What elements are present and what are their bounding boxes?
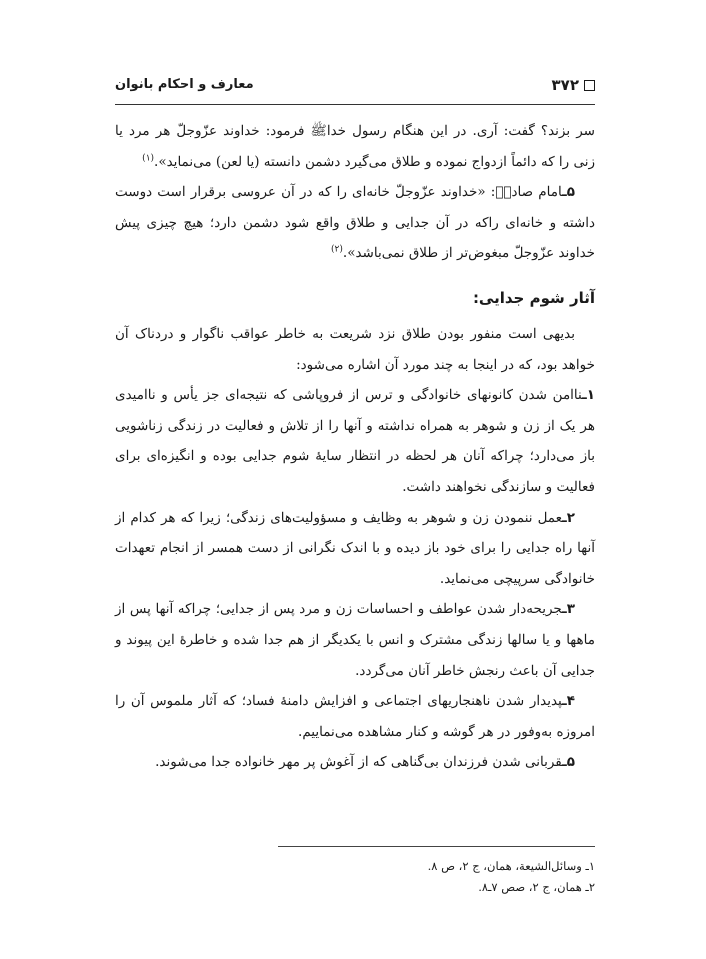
paragraph-2: ۵ـامام صادقؑ: «خداوند عزّوجلّ خانه‌ای را که در آن عروسی برقرار است دوست داشته و خانه‌ای راکه در آن جدایی و طلاق واقع شود دشمن دارد؛ هیچ چیزی پیش خداوند عزّوجلّ مبغوض‌تر از طلاق نمی‌باشد».$^{(۲)}$ [115,184,595,262]
list-item-1: ۱ـناامن شدن کانونهای خانوادگی و ترس از فروپاشی که نتیجه‌ای جز یأس و ناامیدی هر یک از زن و شوهر به همراه نداشته و آنها را از تلاش و فعالیت در زندگی زناشویی باز می‌دارد؛ چراکه آنان هر لحظه در انتظار سایهٔ شوم جدایی بوده و انگیزه‌ای برای فعالیت و سازندگی نخواهند داشت. [115,387,595,495]
footnote-ref-2[interactable]: (۲) [331,244,343,255]
footnote-2: ۲ـ همان، ج ۲، صص ۷ـ۸. [478,880,595,894]
page-number [552,76,595,94]
item-number: ۵ـ [562,754,575,771]
list-item-5: ۵ـقربانی شدن فرزندان بی‌گناهی که از آغوش پر مهر خانواده جدا می‌شوند. [155,754,575,771]
square-bullet-icon [584,80,595,91]
section-heading: آثار شوم جدایی: [472,288,595,307]
list-item-4: ۴ـپدیدار شدن ناهنجاریهای اجتماعی و افزایش دامنهٔ فساد؛ که آثار ملموس آن را امروزه به‌وفور در هر گوشه و کنار مشاهده می‌نماییم. [115,693,595,740]
book-title: معارف و احکام بانوان [115,77,254,92]
header-divider [115,104,595,105]
list-item-2: ۲ـعمل ننمودن زن و شوهر به وظایف و مسؤولیت‌های زندگی؛ زیرا که هر کدام از آنها راه جدایی را برای خود باز دیده و با اندک نگرانی از دست همسر از انجام تعهدات خانوادگی سرپیچی می‌نماید. [115,509,595,587]
item-number: ۵ـ [562,184,575,201]
item-number: ۳ـ [562,601,575,618]
paragraph-3: بدیهی است منفور بودن طلاق نزد شریعت به خاطر عواقب ناگوار و دردناک آن خواهد بود، که در اینجا به چند مورد آن اشاره می‌شود: [115,325,595,373]
item-number: ۴ـ [562,693,575,710]
list-item-3: ۳ـجریحه‌دار شدن عواطف و احساسات زن و مرد پس از جدایی؛ چراکه آنها پس از ماهها و یا سالها زندگی مشترک و انس با یکدیگر از هم جدا شده و خاطرهٔ این پیوند و جدایی آن باعث رنجش خاطر آنان می‌گردد. [115,601,595,679]
item-number: ۱ـ [582,387,595,404]
paragraph-1: سر بزند؟ گفت: آری. در این هنگام رسول خداﷺ فرمود: خداوند عزّوجلّ هر مرد یا زنی را که دائماً ازدواج نموده و طلاق می‌گیرد دشمن دانسته (یا لعن) می‌نماید».$^{(۱)}$ [115,123,595,170]
footnote-1: ۱ـ وسائل‌الشیعة، همان، ج ۲، ص ۸. [427,859,595,873]
page-header [115,76,595,98]
footnote-divider [278,846,595,847]
footnote-ref-1[interactable]: (۱) [142,153,155,164]
item-number: ۲ـ [562,509,575,526]
main-text [115,116,595,778]
page-number-text: ۳۷۲ [551,76,579,94]
footnotes [278,856,595,898]
